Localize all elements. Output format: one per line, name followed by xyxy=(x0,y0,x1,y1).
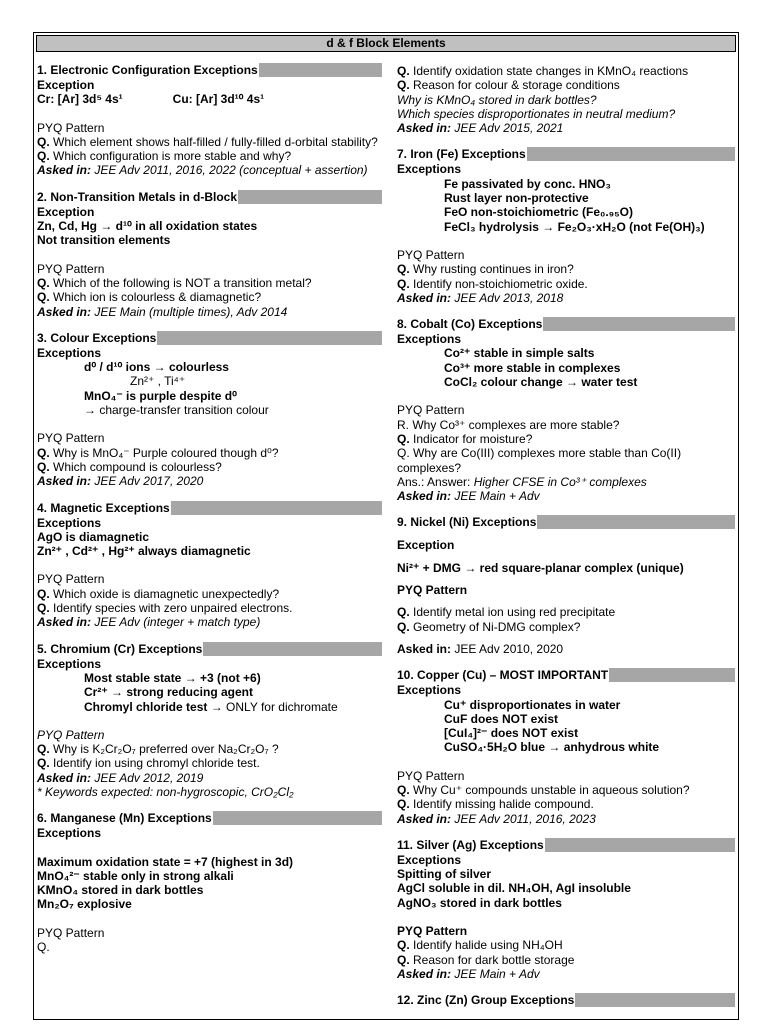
section-title: 9. Nickel (Ni) Exceptions xyxy=(397,515,537,530)
section-title: 8. Cobalt (Co) Exceptions xyxy=(397,317,543,332)
section-manganese-continued: Q. Identify oxidation state changes in KMnO₄ reactions Q. Reason for colour & storage conditions Why is KMnO₄ stored in dark bottles? Which species disproportionates in neutral medium? Asked in: JEE Adv 2015, 2021 xyxy=(397,64,689,136)
section-zinc-exceptions xyxy=(397,993,735,1007)
section-title: 5. Chromium (Cr) Exceptions xyxy=(37,641,203,656)
section-magnetic-exceptions: 4. Magnetic Exceptions Exceptions AgO is diamagnetic Zn²⁺ , Cd²⁺ , Hg²⁺ always diamagnetic PYQ Pattern Q. Which oxide is diamagnetic unexpectedly? Q. Identify species with zero unpaired electrons. Asked in: JEE Adv (integer + match type) xyxy=(37,501,382,630)
section-nickel-exceptions: 9. Nickel (Ni) Exceptions Exception Ni²⁺ + DMG → red square-planar complex (unique) PYQ Pattern Q. Identify metal ion using red precipitate Q. Geometry of Ni-DMG complex? Asked in: JEE Adv 2010, 2020 xyxy=(397,515,735,656)
right-column xyxy=(397,64,735,1019)
section-silver-exceptions: 11. Silver (Ag) Exceptions Exceptions Spitting of silver AgCl soluble in dil. NH₄OH, AgI insoluble AgNO₃ stored in dark bottles PYQ Pattern Q. Identify halide using NH₄OH Q. Reason for dark bottle storage Asked in: JEE Main + Adv xyxy=(397,838,735,981)
section-title: 10. Copper (Cu) – MOST IMPORTANT xyxy=(397,668,609,683)
left-column xyxy=(37,63,382,966)
section-chromium-exceptions: 5. Chromium (Cr) Exceptions Exceptions Most stable state → +3 (not +6) Cr²⁺ → strong reducing agent Chromyl chloride test → ONLY for dichromate PYQ Pattern Q. Why is K₂Cr₂O₇ preferred over Na₂Cr₂O₇ ? Q. Identify ion using chromyl chloride test. Asked in: JEE Adv 2012, 2019 * Keywords expected: non-hygroscopic, CrO₂Cl₂ xyxy=(37,642,382,800)
section-copper-exceptions: 10. Copper (Cu) – MOST IMPORTANT Exceptions Cu⁺ disproportionates in water CuF does NOT exist [CuI₄]²⁻ does NOT exist CuSO₄·5H₂O blue → anhydrous white PYQ Pattern Q. Why Cu⁺ compounds unstable in aqueous solution? Q. Identify missing halide compound. Asked in: JEE Adv 2011, 2016, 2023 xyxy=(397,668,735,826)
section-title: 3. Colour Exceptions xyxy=(37,330,157,345)
section-non-transition-metals: 2. Non-Transition Metals in d-Block Exception Zn, Cd, Hg → d¹⁰ in all oxidation states Not transition elements PYQ Pattern Q. Which of the following is NOT a transition metal? Q. Which ion is colourless & diamagnetic? Asked in: JEE Main (multiple times), Adv 2014 xyxy=(37,190,382,319)
section-title: 7. Iron (Fe) Exceptions xyxy=(397,147,526,162)
page-title: d & f Block Elements xyxy=(36,35,736,52)
section-title: 2. Non-Transition Metals in d-Block xyxy=(37,189,238,204)
section-title: 12. Zinc (Zn) Group Exceptions xyxy=(397,993,575,1008)
document-page xyxy=(33,32,739,1020)
section-title: 6. Manganese (Mn) Exceptions xyxy=(37,811,212,826)
section-electronic-configuration: 1. Electronic Configuration Exceptions Exception Cr: [Ar] 3d⁵ 4s¹ Cu: [Ar] 3d¹⁰ 4s¹ PYQ Pattern Q. Which element shows half-filled / fully-filled d-orbital stability? Q. Which configuration is more stable and why? Asked in: JEE Adv 2011, 2016, 2022 (conceptual + assertion) xyxy=(37,63,382,178)
section-manganese-exceptions: 6. Manganese (Mn) Exceptions Exceptions Maximum oxidation state = +7 (highest in 3d) MnO₄²⁻ stable only in strong alkali KMnO₄ stored in dark bottles Mn₂O₇ explosive PYQ Pattern Q. xyxy=(37,811,382,954)
section-cobalt-exceptions: 8. Cobalt (Co) Exceptions Exceptions Co²⁺ stable in simple salts Co³⁺ more stable in complexes CoCl₂ colour change → water test PYQ Pattern R. Why Co³⁺ complexes are more stable? Q. Indicator for moisture? Q. Why are Co(III) complexes more stable than Co(II) complexes? Ans.: Answer: Higher CFSE in Co³⁺ complexes Asked in: JEE Main + Adv xyxy=(397,317,735,503)
section-title: 4. Magnetic Exceptions xyxy=(37,500,170,515)
section-title: 1. Electronic Configuration Exceptions xyxy=(37,63,258,77)
section-title: 11. Silver (Ag) Exceptions xyxy=(397,837,544,852)
section-iron-exceptions: 7. Iron (Fe) Exceptions Exceptions Fe passivated by conc. HNO₃ Rust layer non-protective FeO non-stoichiometric (Fe₀.₉₅O) FeCl₃ hydrolysis → Fe₂O₃·xH₂O (not Fe(OH)₃) PYQ Pattern Q. Why rusting continues in iron? Q. Identify non-stoichiometric oxide. Asked in: JEE Adv 2013, 2018 xyxy=(397,147,735,305)
section-colour-exceptions: 3. Colour Exceptions Exceptions d⁰ / d¹⁰ ions → colourless Zn²⁺ , Ti⁴⁺ MnO₄⁻ is purple despite d⁰ → charge-transfer transition colour PYQ Pattern Q. Why is MnO₄⁻ Purple coloured though d⁰? Q. Which compound is colourless? Asked in: JEE Adv 2017, 2020 xyxy=(37,331,382,489)
